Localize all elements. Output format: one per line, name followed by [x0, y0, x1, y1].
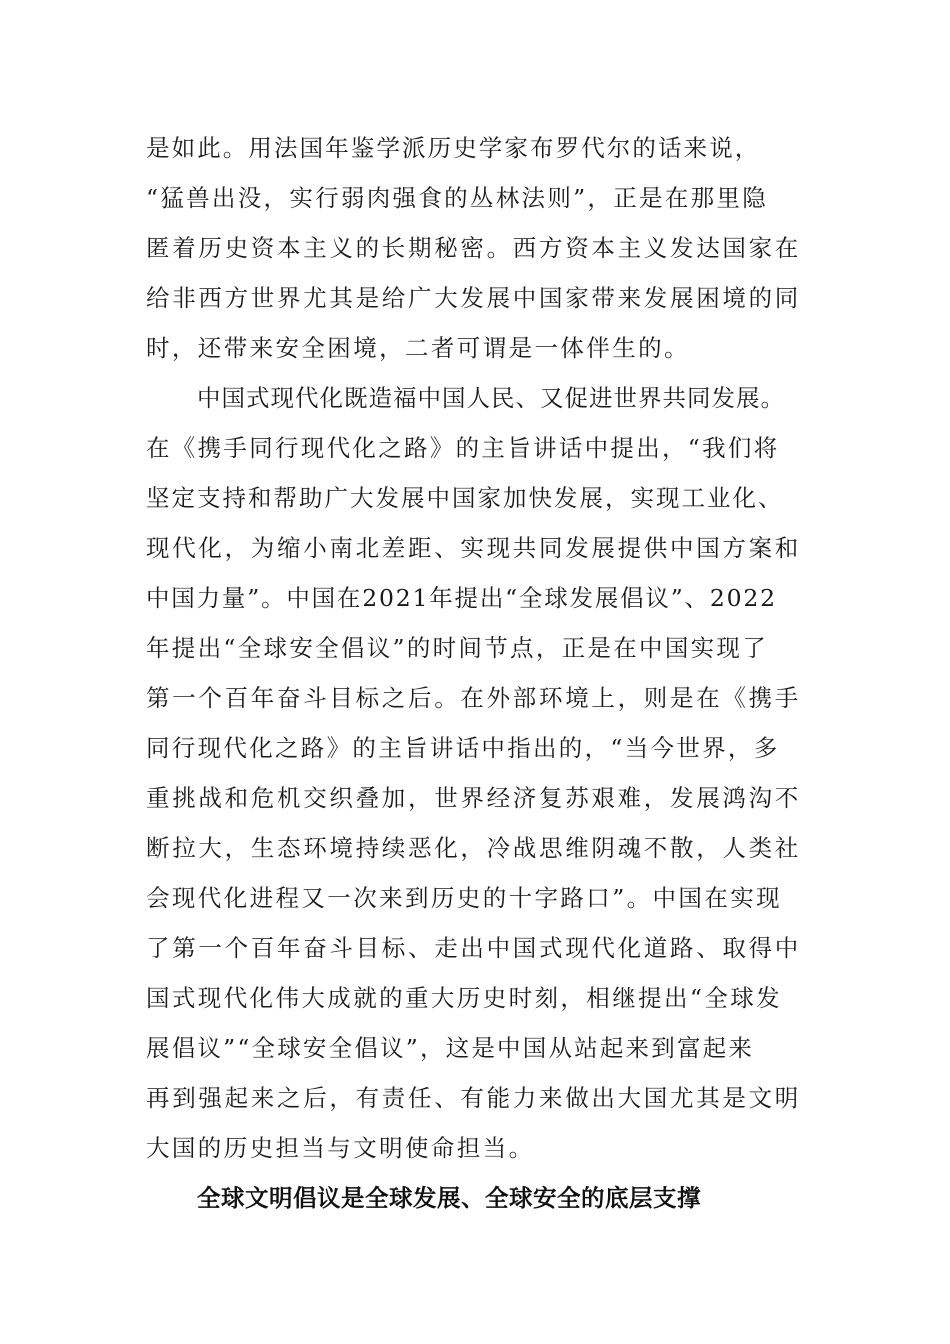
paragraph-2-line-8: 同行现代化之路》的主旨讲话中指出的，“当今世界，多 — [146, 734, 780, 762]
paragraph-2-line-9: 重挑战和危机交织叠加，世界经济复苏艰难，发展鸿沟不 — [146, 784, 801, 812]
paragraph-2-line-14: 展倡议”“全球安全倡议”，这是中国从站起来到富起来 — [146, 1034, 755, 1062]
paragraph-1-line-2: “猛兽出没，实行弱肉强食的丛林法则”，正是在那里隐 — [146, 184, 769, 212]
paragraph-2-line-10: 断拉大，生态环境持续恶化，冷战思维阴魂不散，人类社 — [146, 834, 801, 862]
paragraph-1-line-3: 匿着历史资本主义的长期秘密。西方资本主义发达国家在 — [146, 234, 801, 262]
paragraph-2-line-2: 在《携手同行现代化之路》的主旨讲话中提出，“我们将 — [146, 434, 780, 462]
paragraph-2-line-12: 了第一个百年奋斗目标、走出中国式现代化道路、取得中 — [146, 934, 801, 962]
paragraph-2-line-7: 第一个百年奋斗目标之后。在外部环境上，则是在《携手 — [146, 684, 801, 712]
section-heading: 全球文明倡议是全球发展、全球安全的底层支撑 — [197, 1184, 701, 1212]
paragraph-1-line-1: 是如此。用法国年鉴学派历史学家布罗代尔的话来说， — [146, 134, 761, 162]
paragraph-2-line-11: 会现代化进程又一次来到历史的十字路口”。中国在实现 — [146, 884, 783, 912]
paragraph-2-line-3: 坚定支持和帮助广大发展中国家加快发展，实现工业化、 — [146, 484, 784, 512]
paragraph-1-line-4: 给非西方世界尤其是给广大发展中国家带来发展困境的同 — [146, 284, 801, 312]
paragraph-2-line-6: 年提出“全球安全倡议”的时间节点，正是在中国实现了 — [146, 634, 769, 662]
paragraph-2-line-13: 国式现代化伟大成就的重大历史时刻，相继提出“全球发 — [146, 984, 783, 1012]
paragraph-2-line-15: 再到强起来之后，有责任、有能力来做出大国尤其是文明 — [146, 1084, 801, 1112]
paragraph-2-line-16: 大国的历史担当与文明使命担当。 — [146, 1134, 535, 1162]
paragraph-2-line-1: 中国式现代化既造福中国人民、又促进世界共同发展。 — [197, 384, 785, 412]
paragraph-2-line-5: 中国力量”。中国在2021年提出“全球发展倡议”、2022 — [146, 584, 777, 612]
paragraph-2-line-4: 现代化，为缩小南北差距、实现共同发展提供中国方案和 — [146, 534, 801, 562]
paragraph-1-line-5: 时，还带来安全困境，二者可谓是一体伴生的。 — [146, 334, 690, 362]
